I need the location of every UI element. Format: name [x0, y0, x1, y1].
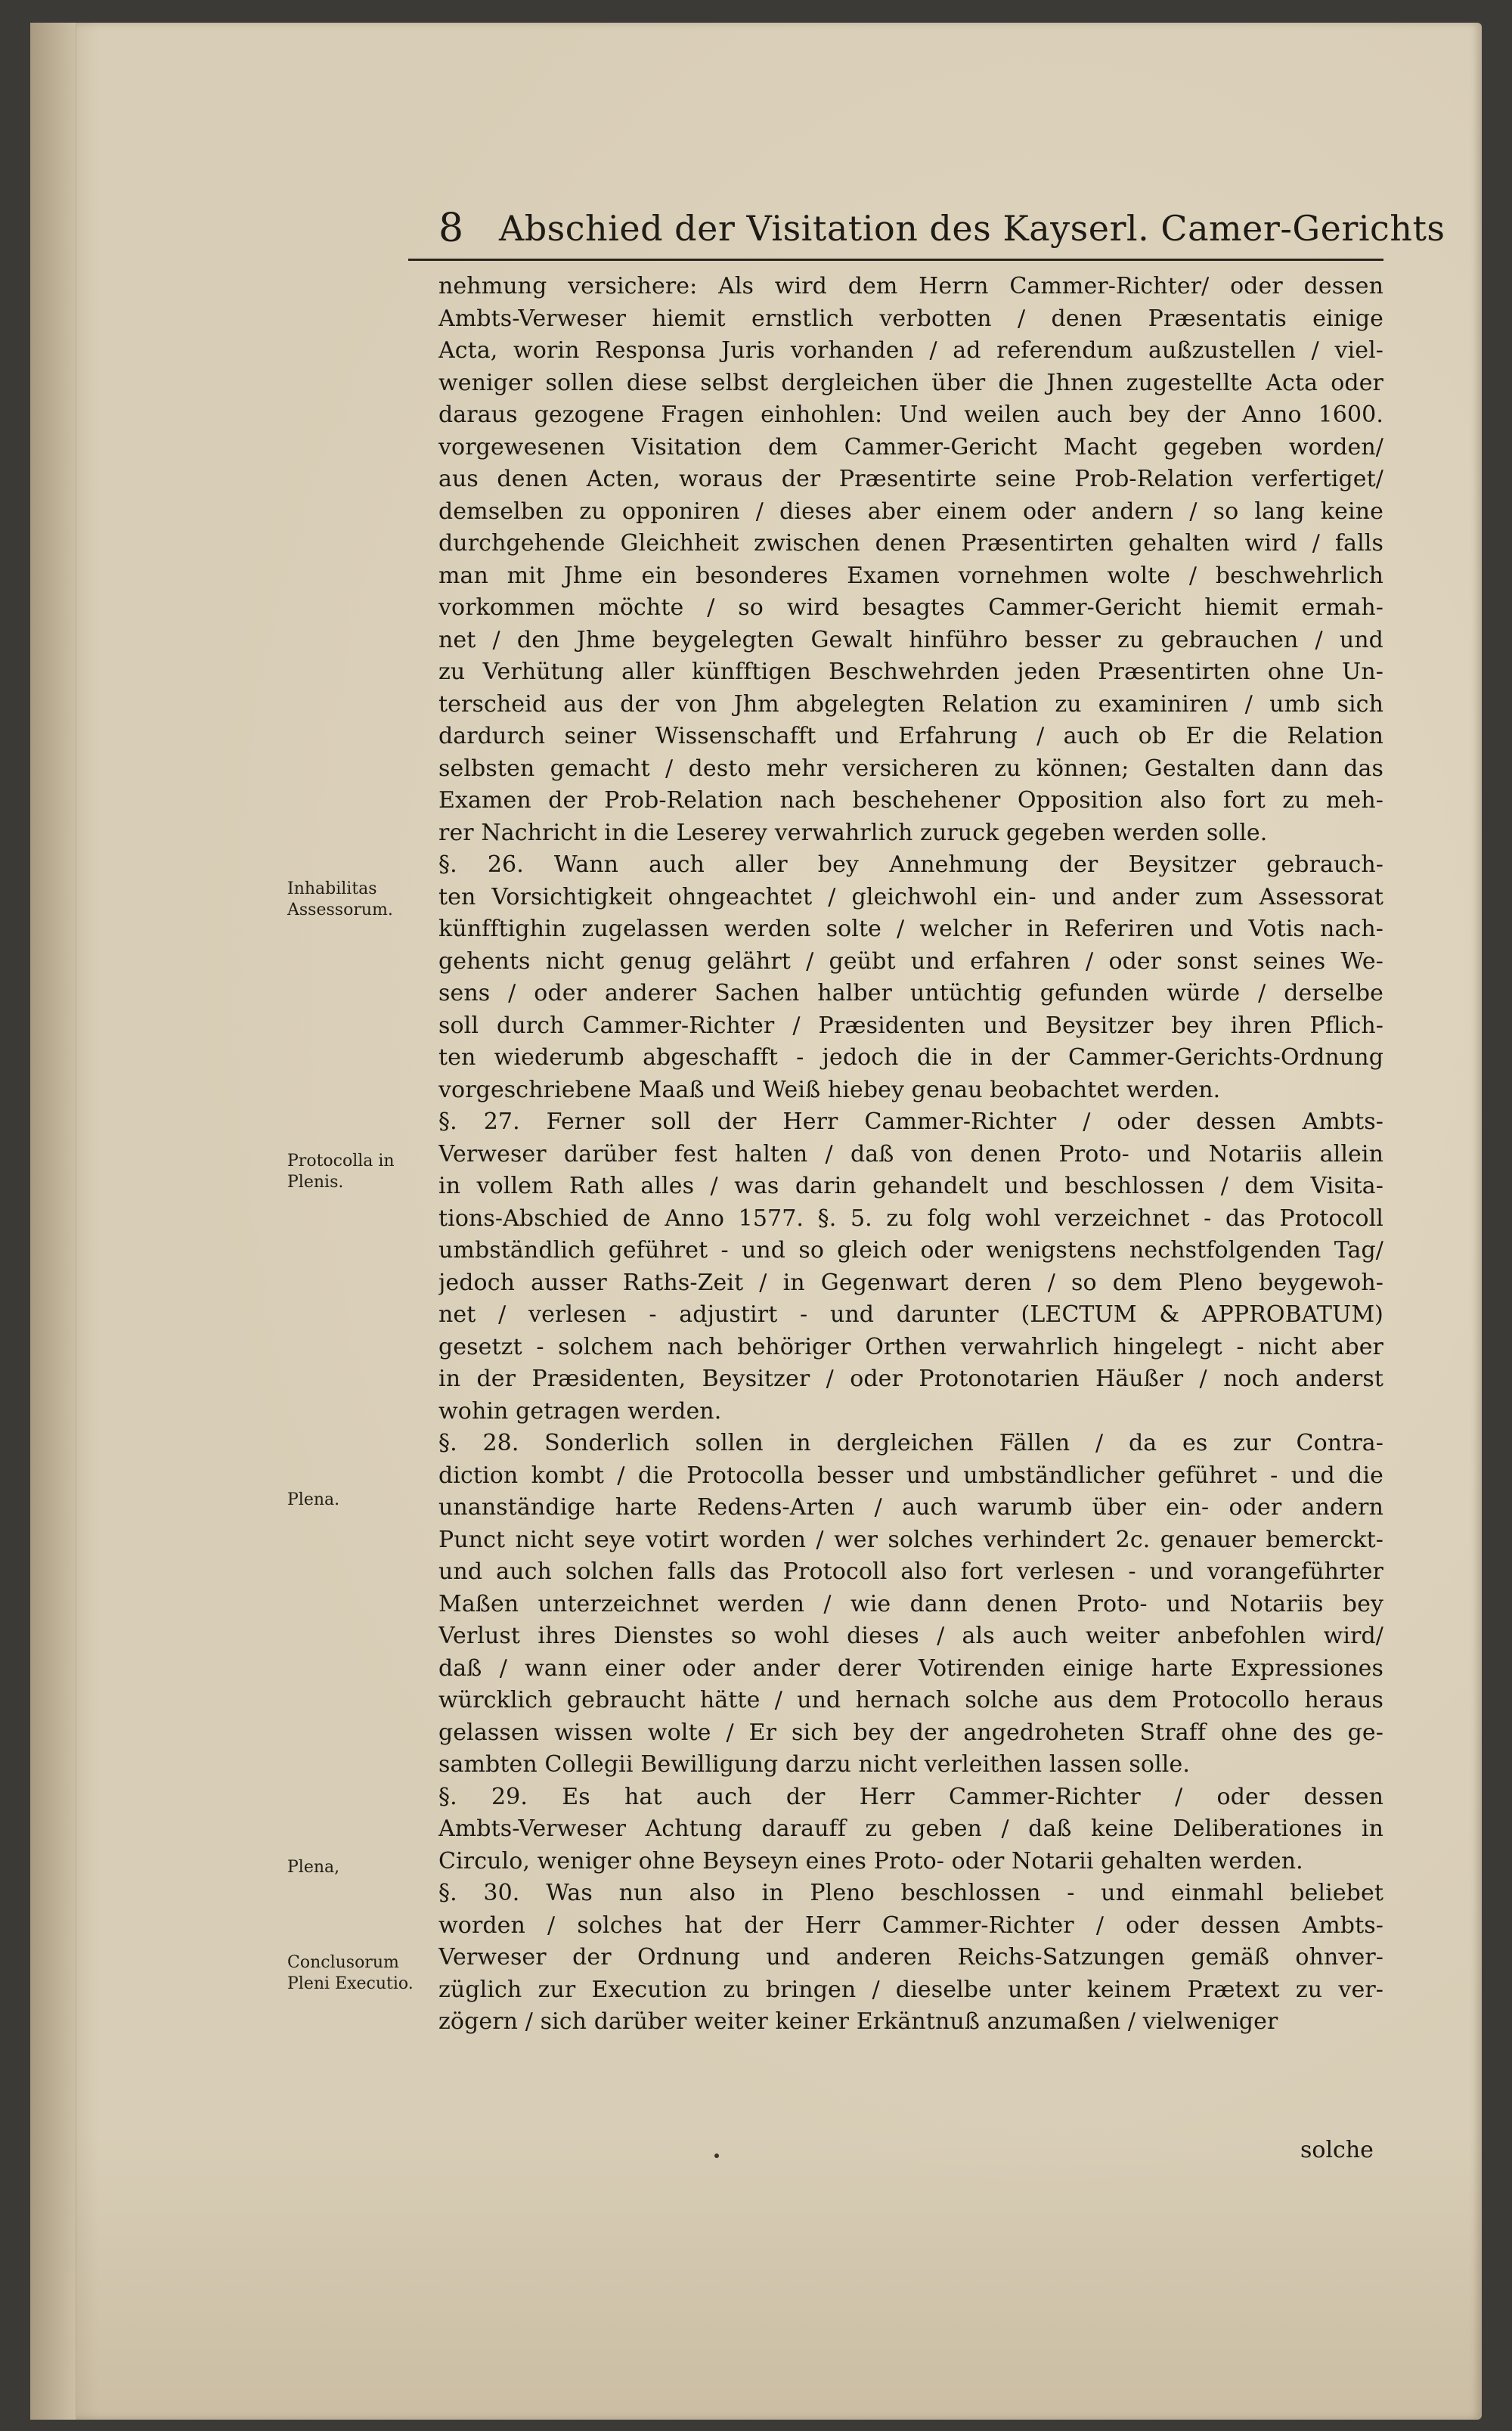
side-note-inhabilitas: Inhabilitas Assessorum.	[287, 879, 393, 919]
text-line: daß / wann einer oder ander derer Votirenden einige harte Expressiones	[438, 1654, 1383, 1682]
text-line: tions-Abschied de Anno 1577. §. 5. zu folg wohl verzeichnet - das Protocoll	[438, 1205, 1383, 1232]
text-line: Ambts-Verweser Achtung darauff zu geben / daß keine Deliberationes in	[438, 1815, 1383, 1842]
text-line: und auch solchen falls das Protocoll also fort verlesen - und vorangeführter	[438, 1558, 1383, 1585]
text-line: selbsten gemacht / desto mehr versicheren zu können; Gestalten dann das	[438, 755, 1383, 782]
text-line: dardurch seiner Wissenschafft und Erfahrung / auch ob Er die Relation	[438, 723, 1383, 749]
text-line: man mit Jhme ein besonderes Examen vornehmen wolte / beschwehrlich	[438, 562, 1383, 589]
text-line: worden / solches hat der Herr Cammer-Richter / oder dessen Ambts-	[438, 1912, 1383, 1939]
text-line: würcklich gebraucht hätte / und hernach solche aus dem Protocollo heraus	[438, 1687, 1383, 1713]
text-line: vorgewesenen Visitation dem Cammer-Gericht Macht gegeben worden/	[438, 433, 1383, 460]
body-text	[438, 271, 1383, 2039]
text-line: nehmung versichere: Als wird dem Herrn Cammer-Richter/ oder dessen	[438, 273, 1383, 299]
text-line: §. 26. Wann auch aller bey Annehmung der Beysitzer gebrauch-	[438, 851, 1383, 878]
text-line: daraus gezogene Fragen einhohlen: Und weilen auch bey der Anno 1600.	[438, 402, 1383, 428]
text-line: soll durch Cammer-Richter / Præsidenten und Beysitzer bey ihren Pflich-	[438, 1012, 1383, 1039]
text-line: künfftighin zugelassen werden solte / welcher in Referiren und Votis nach-	[438, 916, 1383, 942]
side-note-conclusorum: Conclusorum Pleni Executio.	[287, 1953, 414, 1993]
text-line: demselben zu opponiren / dieses aber einem oder andern / so lang keine	[438, 498, 1383, 525]
text-line: Verlust ihres Dienstes so wohl dieses / als auch weiter anbefohlen wird/	[438, 1623, 1383, 1649]
catchword: solche	[1300, 2137, 1374, 2163]
text-line: net / verlesen - adjustirt - und darunter (LECTUM & APPROBATUM)	[438, 1301, 1383, 1328]
text-line: zu Verhütung aller künfftigen Beschwehrden jeden Præsentirten ohne Un-	[438, 659, 1383, 685]
side-note-plena-2: Plena,	[287, 1858, 340, 1877]
text-line: zögern / sich darüber weiter keiner Erkäntnuß anzumaßen / vielweniger	[438, 2008, 1278, 2035]
text-line: durchgehende Gleichheit zwischen denen Præsentirten gehalten wird / falls	[438, 530, 1383, 557]
text-line: Ambts-Verweser hiemit ernstlich verbotten / denen Præsentatis einige	[438, 305, 1383, 332]
page-number: 8	[438, 206, 464, 251]
text-line: §. 29. Es hat auch der Herr Cammer-Richter / oder dessen	[438, 1783, 1383, 1810]
text-line: sens / oder anderer Sachen halber untüchtig gefunden würde / derselbe	[438, 980, 1383, 1006]
text-line: gesetzt - solchem nach behöriger Orthen verwahrlich hingelegt - nicht aber	[438, 1333, 1383, 1360]
text-line: §. 30. Was nun also in Pleno beschlossen - und einmahl beliebet	[438, 1880, 1383, 1906]
text-line: wohin getragen werden.	[438, 1397, 722, 1425]
running-title: Abschied der Visitation des Kayserl. Camer-Gerichts	[499, 208, 1445, 249]
text-line: Verweser darüber fest halten / daß von denen Proto- und Notariis allein	[438, 1140, 1383, 1167]
ink-dot	[714, 2153, 719, 2158]
text-line: terscheid aus der von Jhm abgelegten Relation zu examiniren / umb sich	[438, 690, 1383, 718]
text-line: Acta, worin Responsa Juris vorhanden / ad referendum außzustellen / viel-	[438, 337, 1383, 364]
text-line: aus denen Acten, woraus der Præsentirte seine Prob-Relation verfertiget/	[438, 466, 1383, 492]
text-line: Circulo, weniger ohne Beyseyn eines Proto- oder Notarii gehalten werden.	[438, 1847, 1303, 1874]
text-line: unanständige harte Redens-Arten / auch warumb über ein- oder andern	[438, 1494, 1383, 1521]
text-line: in vollem Rath alles / was darin gehandelt und beschlossen / dem Visita-	[438, 1173, 1383, 1199]
text-line: ten wiederumb abgeschafft - jedoch die in der Cammer-Gerichts-Ordnung	[438, 1044, 1383, 1071]
text-line: Verweser der Ordnung und anderen Reichs-Satzungen gemäß ohnver-	[438, 1944, 1383, 1971]
page-header	[408, 198, 1445, 261]
page-gutter	[30, 23, 76, 2420]
text-line: ten Vorsichtigkeit ohngeachtet / gleichwohl ein- und ander zum Assessorat	[438, 883, 1383, 910]
side-note-protocolla: Protocolla in Plenis.	[287, 1152, 395, 1192]
text-line: weniger sollen diese selbst dergleichen über die Jhnen zugestellte Acta oder	[438, 369, 1383, 396]
text-line: §. 27. Ferner soll der Herr Cammer-Richter / oder dessen Ambts-	[438, 1109, 1383, 1135]
text-line: vorkommen möchte / so wird besagtes Cammer-Gericht hiemit ermah-	[438, 594, 1383, 621]
text-line: rer Nachricht in die Leserey verwahrlich zuruck gegeben werden solle.	[438, 819, 1268, 846]
side-note-plena-1: Plena.	[287, 1490, 340, 1509]
text-line: züglich zur Execution zu bringen / dieselbe unter keinem Prætext zu ver-	[438, 1976, 1383, 2003]
text-line: net / den Jhme beygelegten Gewalt hinführo besser zu gebrauchen / und	[438, 626, 1383, 653]
text-line: diction kombt / die Protocolla besser und umbständlicher geführet - und die	[438, 1462, 1383, 1489]
text-line: Examen der Prob-Relation nach beschehener Opposition also fort zu meh-	[438, 787, 1383, 814]
text-line: umbständlich geführet - und so gleich oder wenigstens nechstfolgenden Tag/	[438, 1237, 1383, 1264]
text-line: sambten Collegii Bewilligung darzu nicht verleithen lassen solle.	[438, 1751, 1190, 1778]
text-line: Punct nicht seye votirt worden / wer solches verhindert 2c. genauer bemerckt-	[438, 1526, 1383, 1553]
text-line: gehents nicht genug gelährt / geübt und erfahren / oder sonst seines We-	[438, 947, 1383, 975]
text-line: vorgeschriebene Maaß und Weiß hiebey genau beobachtet werden.	[438, 1076, 1221, 1103]
text-line: Maßen unterzeichnet werden / wie dann denen Proto- und Notariis bey	[438, 1590, 1383, 1617]
text-line: gelassen wissen wolte / Er sich bey der angedroheten Straff ohne des ge-	[438, 1719, 1383, 1746]
text-line: in der Præsidenten, Beysitzer / oder Protonotarien Häußer / noch anderst	[438, 1366, 1383, 1392]
text-line: jedoch ausser Raths-Zeit / in Gegenwart deren / so dem Pleno beygewoh-	[438, 1269, 1383, 1296]
text-line: §. 28. Sonderlich sollen in dergleichen Fällen / da es zur Contra-	[438, 1430, 1383, 1456]
